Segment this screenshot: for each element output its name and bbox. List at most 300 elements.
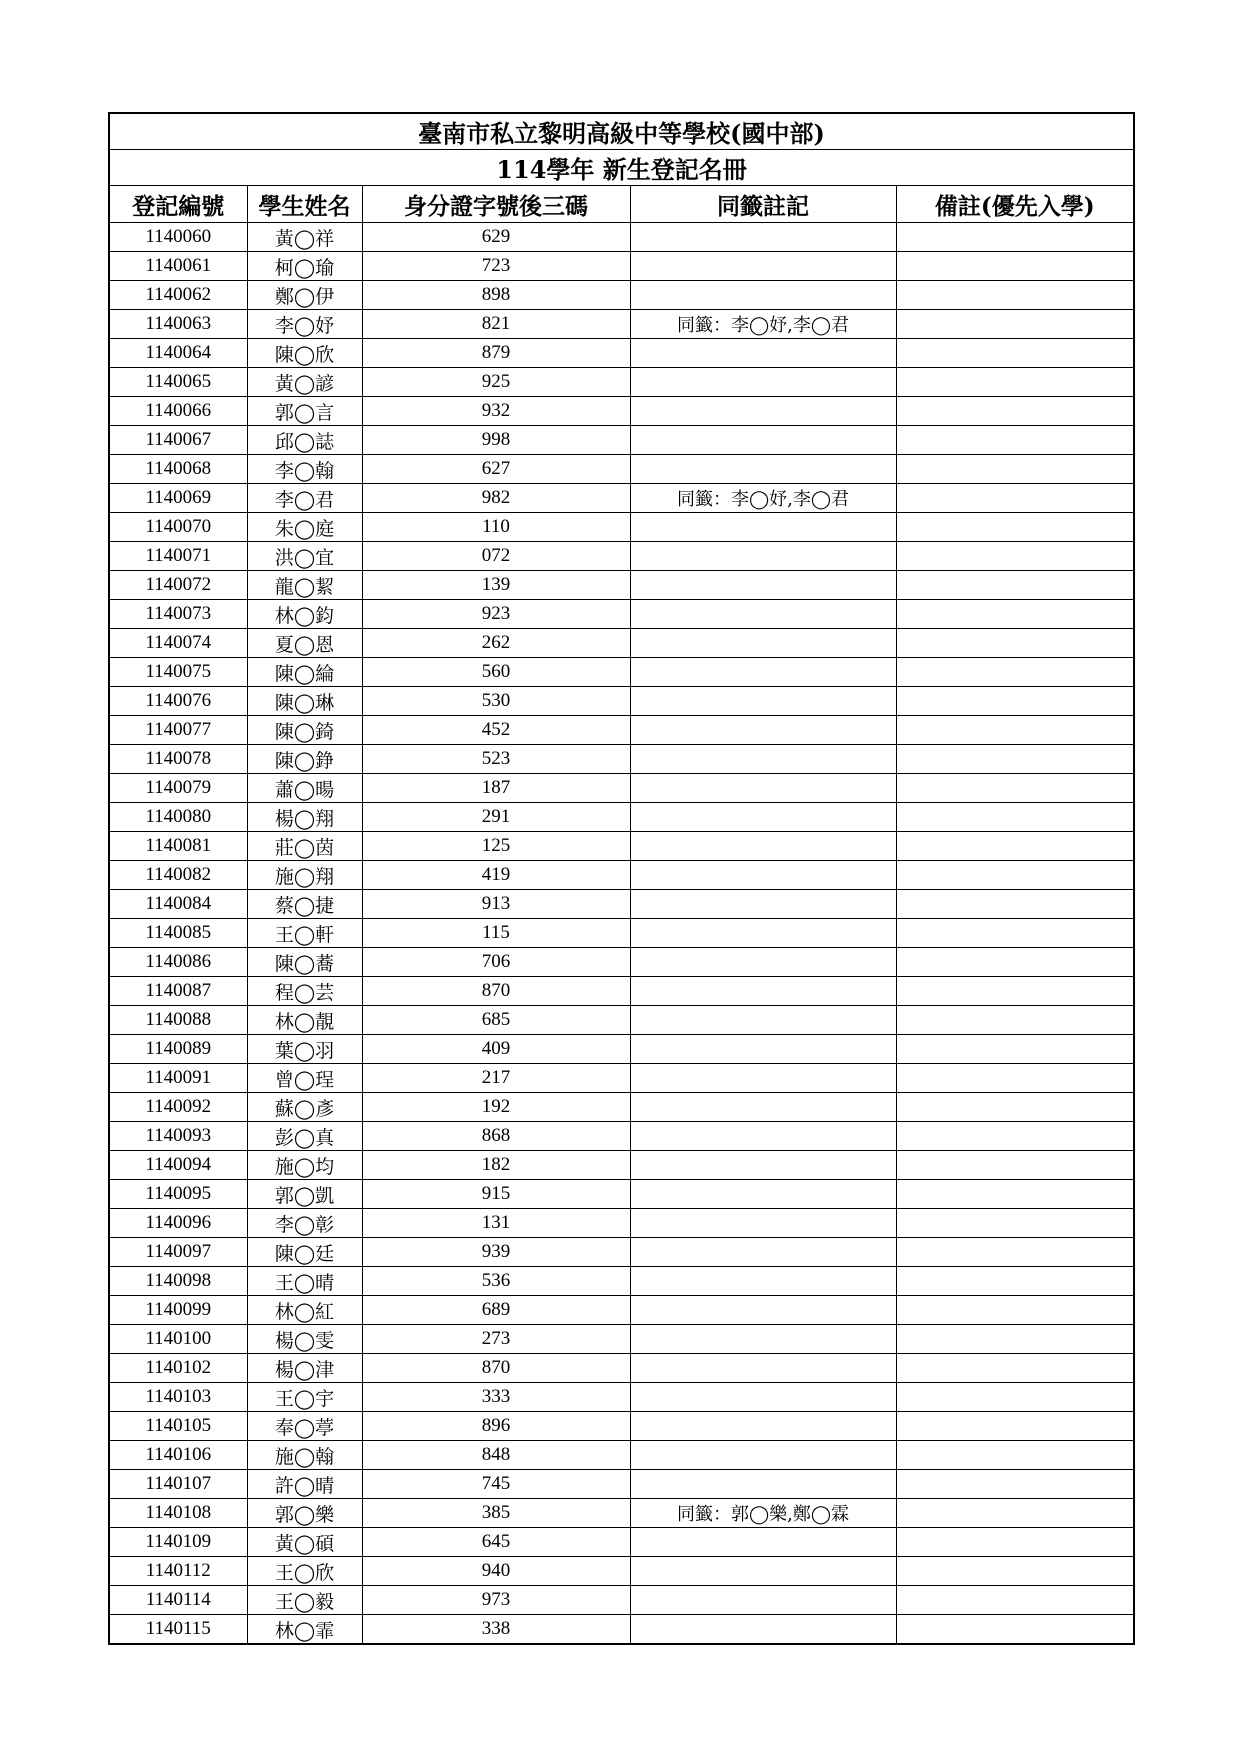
registration-number-cell: 1140077 — [109, 716, 247, 745]
same-lot-note-cell — [630, 1064, 896, 1093]
column-header-student-name: 學生姓名 — [247, 186, 362, 223]
student-name-cell: 楊◯翔 — [247, 803, 362, 832]
student-name-cell: 程◯芸 — [247, 977, 362, 1006]
student-name-cell: 黃◯諺 — [247, 368, 362, 397]
remarks-cell — [896, 1180, 1134, 1209]
registration-number-cell: 1140094 — [109, 1151, 247, 1180]
remarks-cell — [896, 484, 1134, 513]
table-row — [109, 1296, 1134, 1325]
student-name-cell: 楊◯雯 — [247, 1325, 362, 1354]
id-last-three-cell: 530 — [362, 687, 630, 716]
remarks-cell — [896, 1035, 1134, 1064]
table-row — [109, 397, 1134, 426]
id-last-three-cell: 627 — [362, 455, 630, 484]
id-last-three-cell: 923 — [362, 600, 630, 629]
id-last-three-cell: 187 — [362, 774, 630, 803]
remarks-cell — [896, 1354, 1134, 1383]
remarks-cell — [896, 1093, 1134, 1122]
registration-number-cell: 1140108 — [109, 1499, 247, 1528]
same-lot-note-cell — [630, 890, 896, 919]
student-name-cell: 林◯霏 — [247, 1615, 362, 1645]
id-last-three-cell: 262 — [362, 629, 630, 658]
id-last-three-cell: 685 — [362, 1006, 630, 1035]
id-last-three-cell: 745 — [362, 1470, 630, 1499]
same-lot-note-cell — [630, 339, 896, 368]
student-name-cell: 王◯軒 — [247, 919, 362, 948]
same-lot-note-cell — [630, 1006, 896, 1035]
same-lot-note-cell — [630, 455, 896, 484]
id-last-three-cell: 139 — [362, 571, 630, 600]
remarks-cell — [896, 1151, 1134, 1180]
table-row — [109, 919, 1134, 948]
remarks-cell — [896, 832, 1134, 861]
table-row — [109, 252, 1134, 281]
remarks-cell — [896, 252, 1134, 281]
table-row — [109, 1325, 1134, 1354]
id-last-three-cell: 913 — [362, 890, 630, 919]
remarks-cell — [896, 745, 1134, 774]
table-row — [109, 310, 1134, 339]
same-lot-note-cell — [630, 1325, 896, 1354]
table-row — [109, 774, 1134, 803]
same-lot-note-cell — [630, 1238, 896, 1267]
student-name-cell: 鄭◯伊 — [247, 281, 362, 310]
same-lot-note-cell: 同籤：李◯妤,李◯君 — [630, 484, 896, 513]
same-lot-note-cell — [630, 1267, 896, 1296]
table-row — [109, 368, 1134, 397]
remarks-cell — [896, 571, 1134, 600]
remarks-cell — [896, 658, 1134, 687]
same-lot-note-cell: 同籤：郭◯樂,鄭◯霖 — [630, 1499, 896, 1528]
id-last-three-cell: 338 — [362, 1615, 630, 1645]
student-name-cell: 蘇◯彥 — [247, 1093, 362, 1122]
registration-number-cell: 1140088 — [109, 1006, 247, 1035]
remarks-cell — [896, 223, 1134, 252]
registration-number-cell: 1140115 — [109, 1615, 247, 1645]
table-row — [109, 484, 1134, 513]
remarks-cell — [896, 426, 1134, 455]
id-last-three-cell: 706 — [362, 948, 630, 977]
registration-number-cell: 1140102 — [109, 1354, 247, 1383]
subtitle-row — [109, 150, 1134, 186]
same-lot-note-cell: 同籤：李◯妤,李◯君 — [630, 310, 896, 339]
remarks-cell — [896, 1586, 1134, 1615]
remarks-cell — [896, 1557, 1134, 1586]
registration-number-cell: 1140079 — [109, 774, 247, 803]
same-lot-note-cell — [630, 1122, 896, 1151]
registration-number-cell: 1140062 — [109, 281, 247, 310]
registration-number-cell: 1140107 — [109, 1470, 247, 1499]
id-last-three-cell: 848 — [362, 1441, 630, 1470]
id-last-three-cell: 898 — [362, 281, 630, 310]
same-lot-note-cell — [630, 861, 896, 890]
student-name-cell: 陳◯琳 — [247, 687, 362, 716]
id-last-three-cell: 536 — [362, 1267, 630, 1296]
table-row — [109, 571, 1134, 600]
id-last-three-cell: 939 — [362, 1238, 630, 1267]
remarks-cell — [896, 310, 1134, 339]
id-last-three-cell: 821 — [362, 310, 630, 339]
remarks-cell — [896, 1441, 1134, 1470]
id-last-three-cell: 385 — [362, 1499, 630, 1528]
id-last-three-cell: 273 — [362, 1325, 630, 1354]
registration-number-cell: 1140066 — [109, 397, 247, 426]
registration-number-cell: 1140069 — [109, 484, 247, 513]
registration-number-cell: 1140096 — [109, 1209, 247, 1238]
table-row — [109, 745, 1134, 774]
registration-number-cell: 1140073 — [109, 600, 247, 629]
table-row — [109, 455, 1134, 484]
registration-number-cell: 1140100 — [109, 1325, 247, 1354]
document-subtitle: 114學年 新生登記名冊 — [109, 150, 1134, 186]
id-last-three-cell: 689 — [362, 1296, 630, 1325]
student-name-cell: 陳◯廷 — [247, 1238, 362, 1267]
registration-number-cell: 1140105 — [109, 1412, 247, 1441]
student-name-cell: 彭◯真 — [247, 1122, 362, 1151]
table-row — [109, 1470, 1134, 1499]
id-last-three-cell: 940 — [362, 1557, 630, 1586]
registration-number-cell: 1140112 — [109, 1557, 247, 1586]
id-last-three-cell: 723 — [362, 252, 630, 281]
same-lot-note-cell — [630, 948, 896, 977]
table-row — [109, 1267, 1134, 1296]
id-last-three-cell: 932 — [362, 397, 630, 426]
remarks-cell — [896, 1470, 1134, 1499]
remarks-cell — [896, 368, 1134, 397]
same-lot-note-cell — [630, 629, 896, 658]
remarks-cell — [896, 1209, 1134, 1238]
same-lot-note-cell — [630, 687, 896, 716]
registration-number-cell: 1140097 — [109, 1238, 247, 1267]
remarks-cell — [896, 890, 1134, 919]
registration-number-cell: 1140103 — [109, 1383, 247, 1412]
student-name-cell: 陳◯錚 — [247, 745, 362, 774]
same-lot-note-cell — [630, 1151, 896, 1180]
same-lot-note-cell — [630, 1586, 896, 1615]
table-row — [109, 803, 1134, 832]
remarks-cell — [896, 629, 1134, 658]
student-name-cell: 夏◯恩 — [247, 629, 362, 658]
table-row — [109, 1354, 1134, 1383]
id-last-three-cell: 131 — [362, 1209, 630, 1238]
same-lot-note-cell — [630, 571, 896, 600]
student-name-cell: 施◯均 — [247, 1151, 362, 1180]
same-lot-note-cell — [630, 1557, 896, 1586]
table-row — [109, 1557, 1134, 1586]
student-name-cell: 許◯晴 — [247, 1470, 362, 1499]
table-row — [109, 1035, 1134, 1064]
id-last-three-cell: 870 — [362, 1354, 630, 1383]
id-last-three-cell: 452 — [362, 716, 630, 745]
same-lot-note-cell — [630, 368, 896, 397]
same-lot-note-cell — [630, 1180, 896, 1209]
id-last-three-cell: 125 — [362, 832, 630, 861]
student-name-cell: 林◯鈞 — [247, 600, 362, 629]
table-row — [109, 948, 1134, 977]
student-name-cell: 龍◯絜 — [247, 571, 362, 600]
id-last-three-cell: 998 — [362, 426, 630, 455]
registration-number-cell: 1140098 — [109, 1267, 247, 1296]
same-lot-note-cell — [630, 281, 896, 310]
remarks-cell — [896, 281, 1134, 310]
id-last-three-cell: 072 — [362, 542, 630, 571]
id-last-three-cell: 982 — [362, 484, 630, 513]
same-lot-note-cell — [630, 600, 896, 629]
same-lot-note-cell — [630, 397, 896, 426]
id-last-three-cell: 182 — [362, 1151, 630, 1180]
registration-number-cell: 1140086 — [109, 948, 247, 977]
table-row — [109, 281, 1134, 310]
registration-number-cell: 1140070 — [109, 513, 247, 542]
same-lot-note-cell — [630, 1470, 896, 1499]
column-header-same-lot-note: 同籤註記 — [630, 186, 896, 223]
student-name-cell: 施◯翔 — [247, 861, 362, 890]
remarks-cell — [896, 1296, 1134, 1325]
student-name-cell: 莊◯茵 — [247, 832, 362, 861]
table-row — [109, 716, 1134, 745]
student-name-cell: 陳◯錡 — [247, 716, 362, 745]
id-last-three-cell: 915 — [362, 1180, 630, 1209]
registration-number-cell: 1140089 — [109, 1035, 247, 1064]
remarks-cell — [896, 803, 1134, 832]
registration-number-cell: 1140067 — [109, 426, 247, 455]
table-row — [109, 1006, 1134, 1035]
id-last-three-cell: 645 — [362, 1528, 630, 1557]
remarks-cell — [896, 1267, 1134, 1296]
table-row — [109, 629, 1134, 658]
id-last-three-cell: 115 — [362, 919, 630, 948]
student-name-cell: 李◯妤 — [247, 310, 362, 339]
remarks-cell — [896, 1412, 1134, 1441]
table-row — [109, 426, 1134, 455]
same-lot-note-cell — [630, 1035, 896, 1064]
same-lot-note-cell — [630, 1528, 896, 1557]
table-row — [109, 223, 1134, 252]
column-header-remarks: 備註(優先入學) — [896, 186, 1134, 223]
table-row — [109, 1615, 1134, 1645]
same-lot-note-cell — [630, 774, 896, 803]
column-header-id-last-three: 身分證字號後三碼 — [362, 186, 630, 223]
table-row — [109, 1441, 1134, 1470]
table-row — [109, 1412, 1134, 1441]
table-row — [109, 600, 1134, 629]
student-name-cell: 陳◯綸 — [247, 658, 362, 687]
table-row — [109, 1586, 1134, 1615]
id-last-three-cell: 110 — [362, 513, 630, 542]
same-lot-note-cell — [630, 1093, 896, 1122]
id-last-three-cell: 333 — [362, 1383, 630, 1412]
registration-number-cell: 1140091 — [109, 1064, 247, 1093]
same-lot-note-cell — [630, 223, 896, 252]
remarks-cell — [896, 1528, 1134, 1557]
id-last-three-cell: 973 — [362, 1586, 630, 1615]
id-last-three-cell: 217 — [362, 1064, 630, 1093]
table-row — [109, 1499, 1134, 1528]
remarks-cell — [896, 513, 1134, 542]
same-lot-note-cell — [630, 1383, 896, 1412]
table-row — [109, 832, 1134, 861]
table-row — [109, 861, 1134, 890]
table-row — [109, 687, 1134, 716]
column-header-row — [109, 186, 1134, 223]
remarks-cell — [896, 1615, 1134, 1645]
same-lot-note-cell — [630, 1615, 896, 1645]
student-name-cell: 郭◯凱 — [247, 1180, 362, 1209]
registration-number-cell: 1140064 — [109, 339, 247, 368]
column-header-registration-number: 登記編號 — [109, 186, 247, 223]
remarks-cell — [896, 339, 1134, 368]
registration-number-cell: 1140072 — [109, 571, 247, 600]
registration-number-cell: 1140114 — [109, 1586, 247, 1615]
registration-number-cell: 1140080 — [109, 803, 247, 832]
same-lot-note-cell — [630, 977, 896, 1006]
registration-number-cell: 1140060 — [109, 223, 247, 252]
id-last-three-cell: 879 — [362, 339, 630, 368]
table-row — [109, 1151, 1134, 1180]
id-last-three-cell: 560 — [362, 658, 630, 687]
student-name-cell: 黃◯碩 — [247, 1528, 362, 1557]
registration-number-cell: 1140075 — [109, 658, 247, 687]
remarks-cell — [896, 397, 1134, 426]
registration-number-cell: 1140082 — [109, 861, 247, 890]
table-row — [109, 1122, 1134, 1151]
id-last-three-cell: 896 — [362, 1412, 630, 1441]
registration-number-cell: 1140068 — [109, 455, 247, 484]
id-last-three-cell: 925 — [362, 368, 630, 397]
table-row — [109, 1238, 1134, 1267]
table-row — [109, 1383, 1134, 1412]
same-lot-note-cell — [630, 745, 896, 774]
registration-number-cell: 1140063 — [109, 310, 247, 339]
student-name-cell: 蔡◯捷 — [247, 890, 362, 919]
student-name-cell: 洪◯宜 — [247, 542, 362, 571]
same-lot-note-cell — [630, 1412, 896, 1441]
registration-number-cell: 1140078 — [109, 745, 247, 774]
same-lot-note-cell — [630, 1296, 896, 1325]
registration-number-cell: 1140109 — [109, 1528, 247, 1557]
registration-number-cell: 1140093 — [109, 1122, 247, 1151]
student-name-cell: 邱◯誌 — [247, 426, 362, 455]
remarks-cell — [896, 774, 1134, 803]
remarks-cell — [896, 1499, 1134, 1528]
student-name-cell: 王◯晴 — [247, 1267, 362, 1296]
table-row — [109, 977, 1134, 1006]
table-row — [109, 513, 1134, 542]
title-row — [109, 113, 1134, 150]
same-lot-note-cell — [630, 1354, 896, 1383]
same-lot-note-cell — [630, 803, 896, 832]
registration-number-cell: 1140084 — [109, 890, 247, 919]
student-name-cell: 施◯翰 — [247, 1441, 362, 1470]
remarks-cell — [896, 1122, 1134, 1151]
remarks-cell — [896, 1064, 1134, 1093]
same-lot-note-cell — [630, 513, 896, 542]
remarks-cell — [896, 1006, 1134, 1035]
remarks-cell — [896, 687, 1134, 716]
remarks-cell — [896, 455, 1134, 484]
registration-number-cell: 1140095 — [109, 1180, 247, 1209]
registration-number-cell: 1140092 — [109, 1093, 247, 1122]
registration-number-cell: 1140081 — [109, 832, 247, 861]
id-last-three-cell: 868 — [362, 1122, 630, 1151]
student-name-cell: 陳◯欣 — [247, 339, 362, 368]
student-name-cell: 陳◯蕎 — [247, 948, 362, 977]
same-lot-note-cell — [630, 252, 896, 281]
student-name-cell: 柯◯瑜 — [247, 252, 362, 281]
table-row — [109, 1209, 1134, 1238]
student-name-cell: 王◯宇 — [247, 1383, 362, 1412]
student-name-cell: 曾◯珵 — [247, 1064, 362, 1093]
id-last-three-cell: 192 — [362, 1093, 630, 1122]
remarks-cell — [896, 1325, 1134, 1354]
student-name-cell: 郭◯樂 — [247, 1499, 362, 1528]
remarks-cell — [896, 1238, 1134, 1267]
table-row — [109, 1180, 1134, 1209]
table-row — [109, 1093, 1134, 1122]
registration-number-cell: 1140087 — [109, 977, 247, 1006]
same-lot-note-cell — [630, 542, 896, 571]
student-name-cell: 林◯靚 — [247, 1006, 362, 1035]
id-last-three-cell: 523 — [362, 745, 630, 774]
student-name-cell: 楊◯津 — [247, 1354, 362, 1383]
remarks-cell — [896, 919, 1134, 948]
registration-number-cell: 1140074 — [109, 629, 247, 658]
same-lot-note-cell — [630, 658, 896, 687]
registration-number-cell: 1140106 — [109, 1441, 247, 1470]
table-row — [109, 890, 1134, 919]
table-row — [109, 1064, 1134, 1093]
remarks-cell — [896, 542, 1134, 571]
id-last-three-cell: 629 — [362, 223, 630, 252]
student-name-cell: 王◯毅 — [247, 1586, 362, 1615]
id-last-three-cell: 409 — [362, 1035, 630, 1064]
student-name-cell: 奉◯葶 — [247, 1412, 362, 1441]
student-name-cell: 李◯君 — [247, 484, 362, 513]
table-row — [109, 542, 1134, 571]
registration-number-cell: 1140065 — [109, 368, 247, 397]
student-name-cell: 李◯翰 — [247, 455, 362, 484]
student-name-cell: 蕭◯暘 — [247, 774, 362, 803]
remarks-cell — [896, 977, 1134, 1006]
table-body — [109, 223, 1134, 1645]
student-name-cell: 郭◯言 — [247, 397, 362, 426]
id-last-three-cell: 870 — [362, 977, 630, 1006]
registration-number-cell: 1140099 — [109, 1296, 247, 1325]
same-lot-note-cell — [630, 1209, 896, 1238]
student-name-cell: 葉◯羽 — [247, 1035, 362, 1064]
student-name-cell: 林◯紅 — [247, 1296, 362, 1325]
same-lot-note-cell — [630, 1441, 896, 1470]
remarks-cell — [896, 861, 1134, 890]
same-lot-note-cell — [630, 426, 896, 455]
registration-number-cell: 1140076 — [109, 687, 247, 716]
table-row — [109, 1528, 1134, 1557]
student-name-cell: 黃◯祥 — [247, 223, 362, 252]
student-name-cell: 李◯彰 — [247, 1209, 362, 1238]
remarks-cell — [896, 600, 1134, 629]
same-lot-note-cell — [630, 832, 896, 861]
remarks-cell — [896, 1383, 1134, 1412]
remarks-cell — [896, 716, 1134, 745]
same-lot-note-cell — [630, 716, 896, 745]
table-row — [109, 339, 1134, 368]
table-row — [109, 658, 1134, 687]
student-name-cell: 王◯欣 — [247, 1557, 362, 1586]
id-last-three-cell: 419 — [362, 861, 630, 890]
remarks-cell — [896, 948, 1134, 977]
same-lot-note-cell — [630, 919, 896, 948]
student-name-cell: 朱◯庭 — [247, 513, 362, 542]
